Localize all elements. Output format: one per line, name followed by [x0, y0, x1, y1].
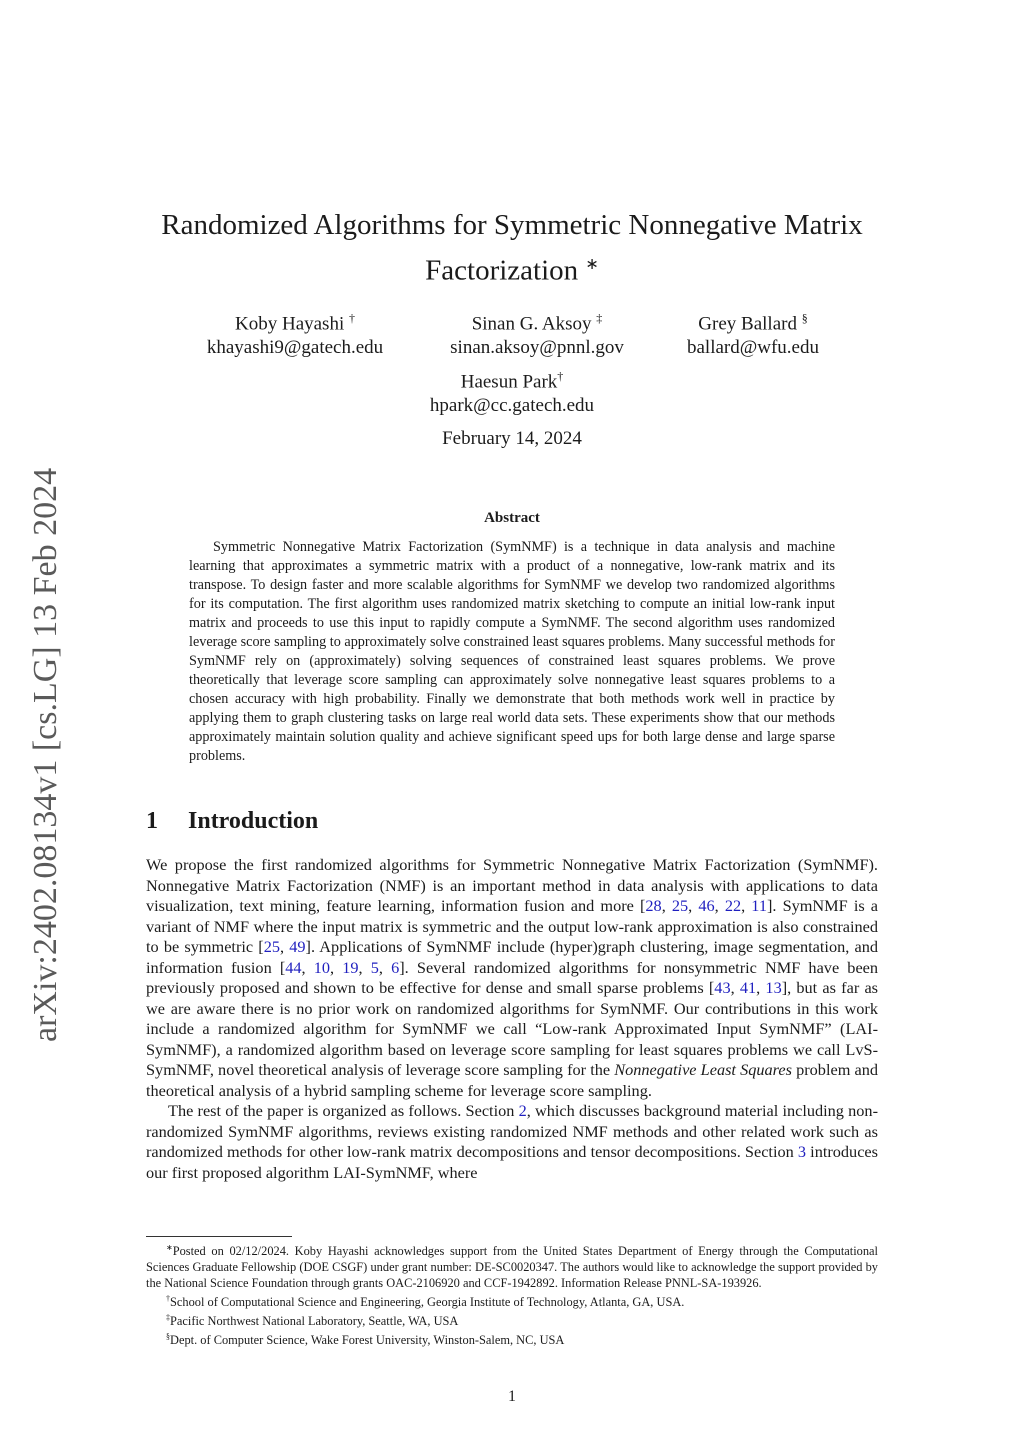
text-run: introduces our first proposed algorithm LAI-SymNMF, where: [146, 1142, 878, 1182]
footnote-text: Pacific Northwest National Laboratory, Seattle, WA, USA: [170, 1314, 459, 1329]
paper-date: February 14, 2024: [442, 428, 582, 449]
citation-link[interactable]: 49: [289, 937, 306, 956]
text-run: ]. Several randomized algorithms for nonsymmetric NMF have been previously proposed and shown to be effective for dense and small sparse problems [: [146, 957, 879, 997]
section-ref-link[interactable]: 3: [797, 1142, 807, 1161]
paper-title: [140, 205, 884, 291]
section-ref-link[interactable]: 2: [518, 1101, 527, 1120]
text-run: ]. Applications of SymNMF include (hyper)graph clustering, image segmentation, and information fusion [: [146, 937, 878, 977]
footnote-mark: ∗: [166, 1243, 173, 1252]
paragraph: [146, 1101, 878, 1183]
author-block: [412, 306, 662, 360]
footnote-rule: [146, 1236, 292, 1237]
title-line-2: Factorization: [425, 254, 579, 287]
author-affiliation-mark: ‡: [596, 311, 603, 325]
author-name: Sinan G. Aksoy: [471, 313, 592, 335]
abstract-text: Symmetric Nonnegative Matrix Factorization (SymNMF) is a technique in data analysis and machine learning that approximates a symmetric matrix with a product of a nonnegative, low-rank matrix and its transpose. To design faster and more scalable algorithms for SymNMF we develop two randomized algorithms for its computation. The first algorithm uses randomized matrix sketching to compute an initial low-rank input matrix and proceeds to use this input to rapidly compute a SymNMF. The second algorithm uses randomized leverage score sampling to approximately solve constrained least squares problems. Many successful methods for SymNMF rely on (approximately) solving sequences of constrained least squares problems. We prove theoretically that leverage score sampling can approximately solve nonnegative least squares problems to a chosen accuracy with high probability. Finally we demonstrate that both methods work well in practice by applying them to graph clustering tasks on large real world data sets. These experiments show that our methods approximately maintain solution quality and achieve significant speed ups for both large dense and large sparse problems.: [189, 539, 835, 764]
citation-link[interactable]: 41: [739, 978, 757, 997]
footnote-text: Dept. of Computer Science, Wake Forest University, Winston-Salem, NC, USA: [170, 1333, 565, 1348]
author-name: Haesun Park: [460, 371, 558, 393]
author-affiliation-mark: §: [801, 311, 808, 325]
emphasized-term: Nonnegative Least Squares: [614, 1060, 792, 1079]
footnote-mark: †: [166, 1294, 170, 1304]
text-run: ], but as far as we are aware there is no prior work on randomized algorithms for SymNMF. Our contributions in this work include a randomized algorithm for SymNMF we call “Low-rank Approximated Input SymNMF” (LAI-SymNMF), a randomized algorithm based on leverage score sampling for least squares problems we call LvS-SymNMF, novel theoretical analysis of leverage score sampling for the: [146, 978, 879, 1079]
section-title: Introduction: [188, 808, 319, 834]
citation-link[interactable]: 19: [342, 957, 359, 977]
citation-link[interactable]: 28: [645, 896, 662, 915]
footnote: [146, 1291, 878, 1310]
text-run: problem and theoretical analysis of a hybrid sampling scheme for leverage score sampling.: [146, 1060, 879, 1100]
citation-link[interactable]: 43: [714, 978, 731, 997]
citation-link[interactable]: 25: [671, 896, 689, 915]
author-email: ballard@wfu.edu: [687, 337, 819, 359]
text-run: ]. SymNMF is a variant of NMF where the input matrix is symmetric and the output low-rank approximation is also constrained to be symmetric [: [146, 896, 879, 956]
abstract-heading: Abstract: [484, 510, 540, 526]
citation-link[interactable]: 46: [698, 896, 715, 915]
text-run: The rest of the paper is organized as follows. Section: [168, 1101, 519, 1120]
section-heading: [146, 808, 318, 835]
title-line-1: Randomized Algorithms for Symmetric Nonnegative Matrix: [161, 209, 863, 241]
citation-link[interactable]: 10: [313, 957, 331, 977]
footnote: [146, 1310, 878, 1329]
citation-link[interactable]: 22: [724, 896, 742, 915]
author-name: Koby Hayashi: [235, 313, 345, 335]
arxiv-identifier: arXiv:2402.08134v1 [cs.LG] 13 Feb 2024: [27, 467, 64, 1043]
text-run: , which discusses background material including non-randomized SymNMF algorithms, reviews existing randomized NMF methods and other related work such as randomized methods for other low-rank matrix decompositions and tensor decompositions. Section: [146, 1101, 878, 1161]
citation-link[interactable]: 11: [751, 896, 767, 915]
author-block: [170, 306, 420, 360]
citation-link[interactable]: 6: [391, 957, 400, 977]
author-block: [387, 364, 637, 418]
citation-link[interactable]: 5: [370, 957, 379, 977]
citation-link[interactable]: 13: [765, 978, 782, 997]
author-email: sinan.aksoy@pnnl.gov: [450, 337, 624, 359]
footnote-text: School of Computational Science and Engineering, Georgia Institute of Technology, Atlanta, GA, USA.: [170, 1295, 685, 1310]
author-affiliation-mark: †: [348, 311, 355, 325]
footnote-mark: §: [166, 1332, 170, 1342]
footnote: [146, 1329, 878, 1348]
author-email: khayashi9@gatech.edu: [206, 337, 384, 359]
footnote-text: Posted on 02/12/2024. Koby Hayashi acknowledges support from the United States Department of Energy through the Computational Sciences Graduate Fellowship (DOE CSGF) under grant number: DE-SC0020347. The authors would like to acknowledge the support provided by the National Science Foundation through grants OAC-2106920 and CCF-1942892. Information Release PNNL-SA-193926.: [146, 1244, 878, 1291]
footnote: [146, 1240, 878, 1291]
text-run: We propose the first randomized algorithms for Symmetric Nonnegative Matrix Factorization (SymNMF). Nonnegative Matrix Factorization (NMF) is an important method in data analysis with applications to data visualization, text mining, feature learning, information fusion and more [: [146, 855, 878, 915]
paragraph: We propose the first randomized algorithms for Symmetric Nonnegative Matrix Factorization (SymNMF). Nonnegative Matrix Factorization (NMF) is an important method in data analysis with applications to data visualization, text mining, feature learning, information fusion and more [28, 25, 46, 22, 11]. SymNMF is a variant of NMF where the input matrix is symmetric and the output low-rank approximation is also constrained to be symmetric [25, 49]. Applications of SymNMF include (hyper)graph clustering, image segmentation, and information fusion [44, 10, 19, 5, 6]. Several randomized algorithms for nonsymmetric NMF have been previously proposed and shown to be effective for dense and small sparse problems [43, 41, 13], but as far as we are aware there is no prior work on randomized algorithms for SymNMF. Our contributions in this work include a randomized algorithm for SymNMF we call “Low-rank Approximated Input SymNMF” (LAI-SymNMF), a randomized algorithm based on leverage score sampling for least squares problems we call LvS-SymNMF, novel theoretical analysis of leverage score sampling for the Nonnegative Least Squares problem and theoretical analysis of a hybrid sampling scheme for leverage score sampling.: [146, 855, 879, 1100]
footnote-mark: ‡: [166, 1313, 170, 1323]
title-footnote-mark: ∗: [585, 256, 599, 273]
author-affiliation-mark: †: [557, 369, 564, 383]
page-number: 1: [508, 1388, 516, 1405]
citation-link[interactable]: 25: [263, 937, 280, 956]
citation-link[interactable]: 44: [285, 957, 302, 977]
section-body: [146, 855, 878, 1183]
author-email: hpark@cc.gatech.edu: [429, 395, 595, 417]
footnotes: [146, 1240, 878, 1349]
author-name: Grey Ballard: [698, 313, 797, 335]
author-block: [628, 306, 878, 360]
section-number: 1: [146, 808, 158, 834]
